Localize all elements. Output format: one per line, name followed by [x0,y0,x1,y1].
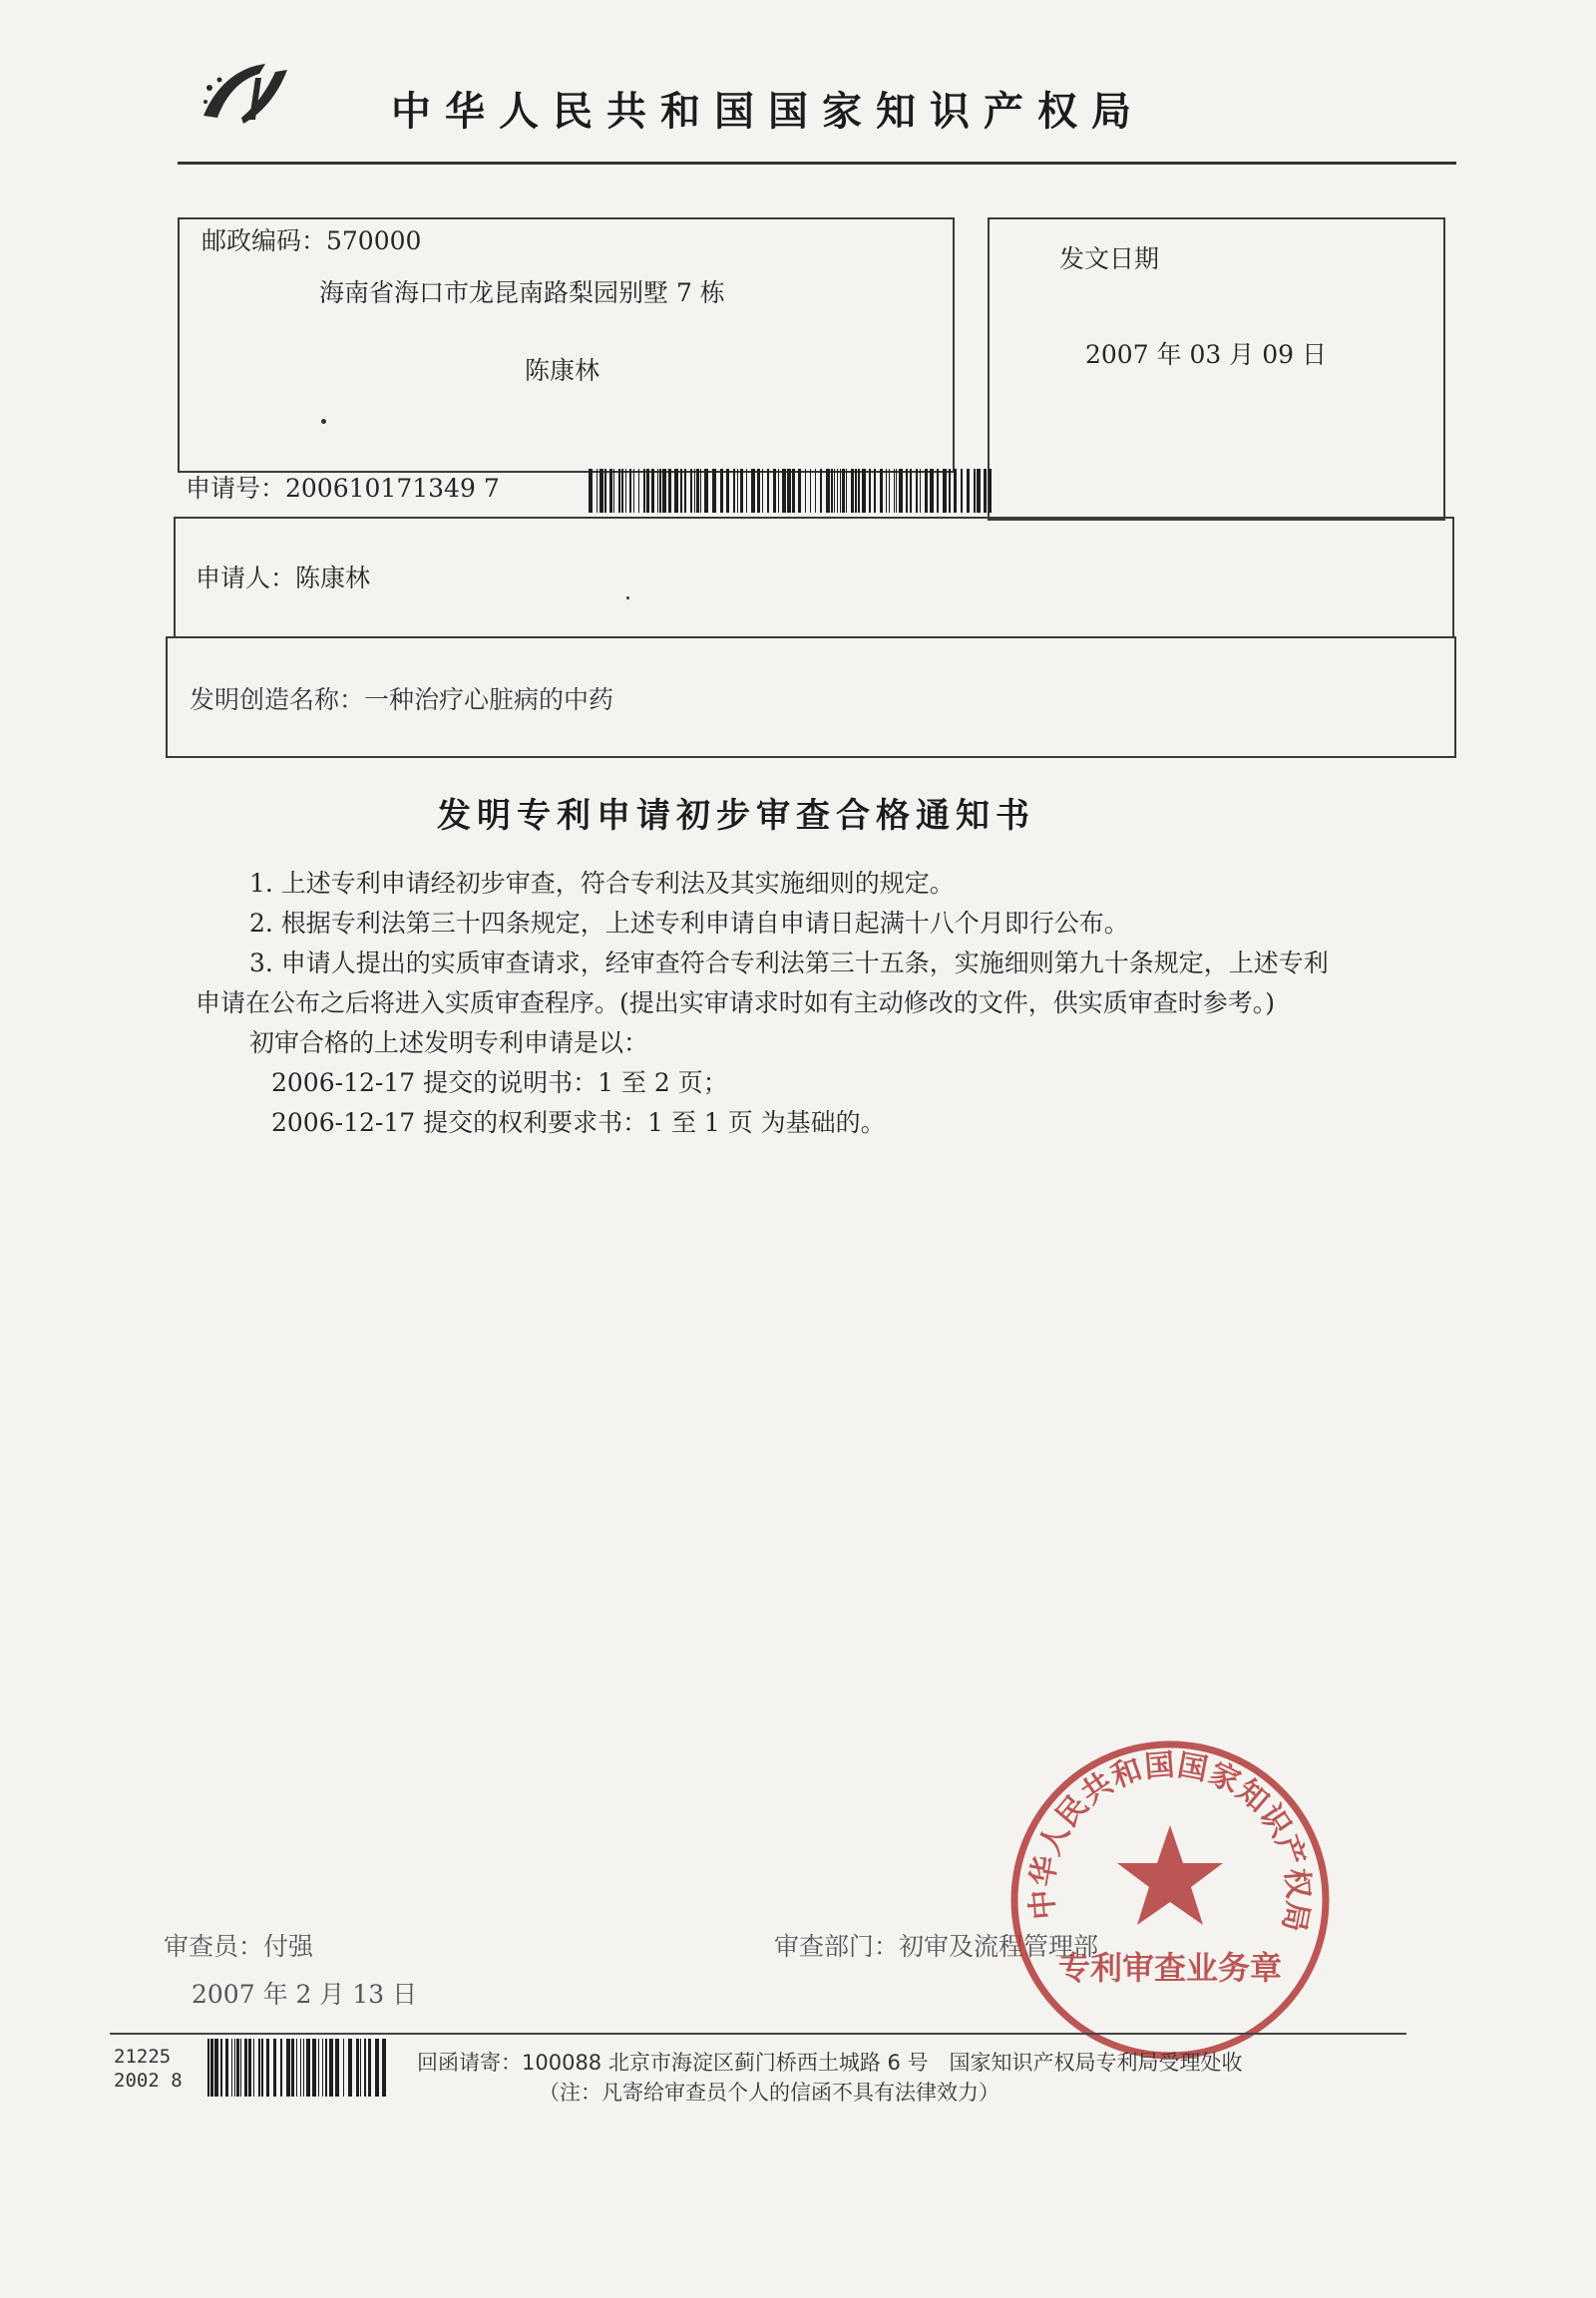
notice-paragraph: 2006-12-17 提交的权利要求书：1 至 1 页 为基础的。 [271,1108,886,1137]
barcode-bar [368,2039,371,2097]
barcode-bar [762,469,763,513]
barcode-bar [261,2039,263,2097]
barcode-bar [651,469,654,513]
footer-rule [110,2033,1406,2035]
barcode-bar [751,469,755,513]
return-address: 回函请寄：100088 北京市海淀区蓟门桥西土城路 6 号 国家知识产权局专利局受理处收 [417,2051,1243,2075]
speck [321,419,326,424]
application-number: 申请号：200610171349 7 [186,474,500,503]
barcode-bar [625,469,626,513]
barcode-bar [694,469,695,513]
barcode-bar [231,2039,232,2097]
barcode-bar [787,469,791,513]
barcode-bar [920,469,921,513]
barcode-bar [597,469,598,513]
barcode-bar [826,469,830,513]
barcode-bar [837,469,838,513]
barcode-bar [296,2039,297,2097]
barcode-bar [684,469,686,513]
barcode-bar [782,469,786,513]
barcode-bar [604,469,606,513]
notice-paragraph: 3. 申请人提出的实质审查请求，经审查符合专利法第三十五条，实施细则第九十条规定，上述专利 [249,949,1329,977]
barcode-bar [906,469,908,513]
barcode-bar [815,469,816,513]
barcode-bar [989,469,992,513]
barcode-bar [954,469,957,513]
barcode-bar [810,469,811,513]
return-note: （注：凡寄给审查员个人的信函不具有法律效力） [539,2081,999,2105]
barcode-bar [757,469,760,513]
recipient-address: 海南省海口市龙昆南路梨园别墅 7 栋 [319,278,725,307]
barcode-bar [858,469,860,513]
barcode-bar [910,469,912,513]
notice-paragraph: 2006-12-17 提交的说明书：1 至 2 页； [271,1068,728,1097]
barcode-bar [659,469,661,513]
barcode-bar [266,2039,269,2097]
barcode-bar [375,2039,379,2097]
barcode-bar [234,2039,235,2097]
barcode-bar [820,469,822,513]
barcode-bar [967,469,970,513]
postal-code: 邮政编码：570000 [201,226,422,255]
examiner: 审查员：付强 [164,1932,314,1961]
barcode-bar [646,469,649,513]
barcode-bar [862,469,866,513]
barcode-bar [621,469,623,513]
issue-date-value: 2007 年 03 月 09 日 [1085,340,1327,369]
barcode-bar [733,469,735,513]
barcode-bar [356,2039,359,2097]
barcode-bar [937,469,939,513]
recipient-name: 陈康林 [525,356,600,385]
barcode-bar [726,469,729,513]
barcode-bar [220,2039,222,2097]
notice-title: 发明专利申请初步审查合格通知书 [437,796,1035,836]
barcode-bar [329,2039,333,2097]
barcode-bar [916,469,918,513]
barcode-bar [662,469,666,513]
official-seal [1007,1737,1333,2063]
barcode-bar [720,469,723,513]
barcode-bar [974,469,976,513]
barcode-bar [214,2039,218,2097]
barcode-bar [846,469,847,513]
barcode-bar [842,469,845,513]
examination-date: 2007 年 2 月 13 日 [192,1980,418,2009]
sipo-logo-icon [196,58,295,128]
barcode-bar [894,469,895,513]
barcode-bar [335,2039,339,2097]
barcode-bar [930,469,934,513]
barcode-bar [778,469,779,513]
barcode-bar [348,2039,352,2097]
seal-star-icon [1117,1825,1223,1925]
barcode-bar [633,469,634,513]
barcode-bar [207,2039,209,2097]
barcode-bar [925,469,928,513]
barcode-bar [253,2039,254,2097]
barcode-bar [643,469,645,513]
barcode-bar [244,2039,247,2097]
barcode-bar [696,469,699,513]
barcode-bar [949,469,951,513]
barcode-bar [961,469,963,513]
barcode-bar [318,2039,319,2097]
barcode-bar [704,469,708,513]
notice-paragraph: 1. 上述专利申请经初步审查，符合专利法及其实施细则的规定。 [249,869,955,898]
barcode-bar [364,2039,366,2097]
barcode-bar [618,469,620,513]
form-barcode [205,2039,391,2097]
barcode-bar [280,2039,282,2097]
barcode-bar [273,2039,276,2097]
barcode-bar [210,2039,213,2097]
barcode-bar [767,469,769,513]
barcode-bar [248,2039,251,2097]
barcode-bar [286,2039,290,2097]
barcode-bar [613,469,614,513]
barcode-bar [831,469,833,513]
barcode-bar [638,469,639,513]
barcode-bar [984,469,987,513]
form-code-number: 21225 [114,2046,172,2068]
barcode-bar [306,2039,310,2097]
barcode-bar [896,469,897,513]
barcode-bar [889,469,890,513]
barcode-bar [886,469,887,513]
notice-paragraph: 申请在公布之后将进入实质审查程序。(提出实审请求时如有主动修改的文件，供实质审查时参考。) [196,988,1276,1017]
barcode-bar [240,2039,241,2097]
examining-department: 审查部门：初审及流程管理部 [774,1932,1099,1961]
barcode-bar [360,2039,361,2097]
barcode-bar [680,469,682,513]
barcode-bar [674,469,678,513]
form-code [114,2045,183,2093]
barcode-bar [855,469,857,513]
agency-name: 中华人民共和国国家知识产权局 [391,89,1145,135]
application-barcode [587,469,996,513]
barcode-bar [322,2039,323,2097]
barcode-bar [737,469,738,513]
barcode-bar [668,469,671,513]
barcode-bar [657,469,658,513]
issue-date-label: 发文日期 [1059,244,1160,273]
barcode-bar [977,469,981,513]
applicant-name: 申请人：陈康林 [196,564,371,592]
barcode-bar [303,2039,304,2097]
barcode-bar [312,2039,316,2097]
barcode-bar [225,2039,228,2097]
barcode-bar [805,469,806,513]
barcode-bar [589,469,593,513]
barcode-bar [746,469,747,513]
seal-center-text: 专利审查业务章 [1057,1949,1283,1987]
barcode-bar [599,469,603,513]
seal-ring-text: 中华人民共和国国家知识产权局 [1024,1747,1316,1936]
barcode-bar [609,469,612,513]
barcode-bar [740,469,743,513]
barcode-bar [943,469,947,513]
invention-title: 发明创造名称：一种治疗心脏病的中药 [190,685,614,714]
barcode-bar [773,469,776,513]
barcode-bar [690,469,692,513]
barcode-bar [629,469,631,513]
barcode-bar [300,2039,301,2097]
barcode-bar [792,469,795,513]
barcode-bar [798,469,801,513]
barcode-bar [851,469,854,513]
barcode-bar [874,469,876,513]
speck [626,596,629,599]
barcode-bar [325,2039,327,2097]
barcode-bar [236,2039,239,2097]
barcode-bar [291,2039,294,2097]
barcode-bar [700,469,701,513]
form-code-version: 2002 8 [114,2070,183,2092]
barcode-bar [899,469,903,513]
notice-paragraph: 初审合格的上述发明专利申请是以： [249,1028,649,1057]
barcode-bar [258,2039,260,2097]
barcode-bar [712,469,716,513]
barcode-bar [880,469,883,513]
barcode-bar [343,2039,344,2097]
barcode-bar [869,469,871,513]
notice-paragraph: 2. 根据专利法第三十四条规定，上述专利申请自申请日起满十八个月即行公布。 [249,909,1129,938]
barcode-bar [840,469,841,513]
header-rule [178,162,1456,165]
barcode-bar [834,469,835,513]
barcode-bar [382,2039,386,2097]
